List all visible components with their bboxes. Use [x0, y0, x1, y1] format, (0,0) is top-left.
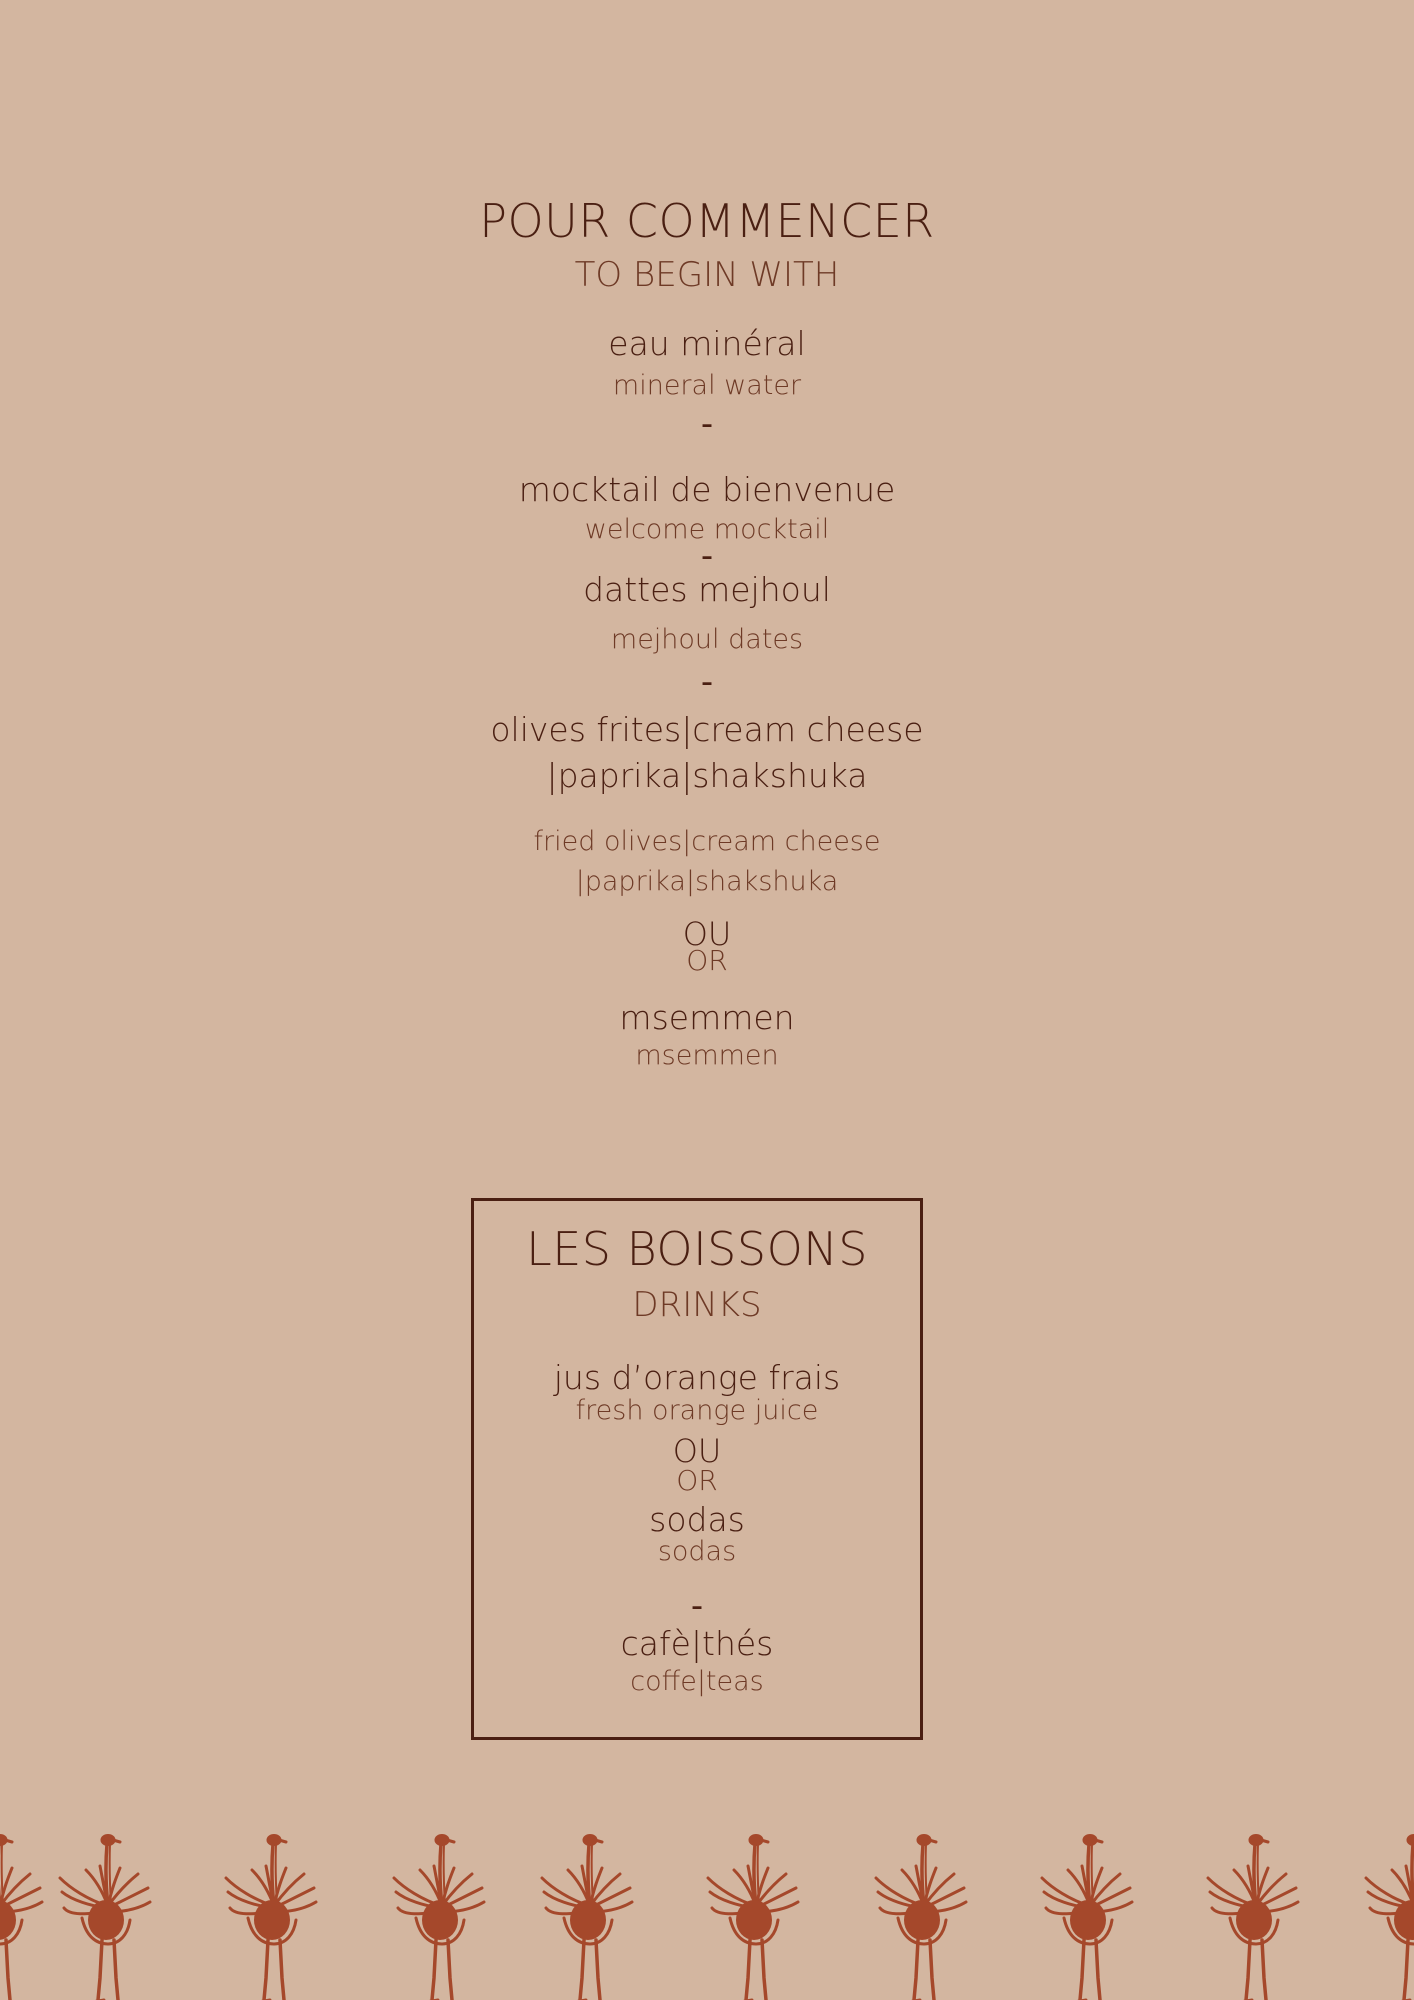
- menu-item-fr: eau minéral: [608, 324, 806, 363]
- ostrich-icon: [542, 1836, 632, 2000]
- separator-dash: -: [700, 404, 714, 444]
- section-title-les-boissons: LES BOISSONS: [526, 1222, 868, 1276]
- menu-item-en: sodas: [657, 1536, 737, 1567]
- menu-item-en: msemmen: [635, 1040, 779, 1071]
- section-subtitle-to-begin-with: TO BEGIN WITH: [574, 255, 840, 295]
- menu-item-fr: msemmen: [619, 998, 795, 1037]
- menu-item-en: fried olives|cream cheese: [533, 826, 881, 857]
- menu-item-en: coffe|teas: [630, 1666, 764, 1697]
- menu-item-en: welcome mocktail: [584, 514, 830, 545]
- ostrich-border: [0, 1820, 1414, 2000]
- menu-item-en: mejhoul dates: [610, 624, 804, 655]
- or-label-fr: OU: [682, 915, 732, 953]
- menu-item-en: mineral water: [612, 370, 802, 401]
- ostrich-icon: [0, 1836, 42, 2000]
- menu-item-fr: cafè|thés: [620, 1624, 774, 1663]
- ostrich-icon: [1208, 1836, 1298, 2000]
- ostrich-icon: [226, 1836, 316, 2000]
- ostrich-icon: [60, 1836, 150, 2000]
- menu-item-fr: olives frites|cream cheese: [490, 710, 924, 749]
- ostrich-icon: [394, 1836, 484, 2000]
- separator-dash: -: [700, 536, 714, 576]
- or-label-fr: OU: [672, 1432, 722, 1470]
- separator-dash: -: [700, 662, 714, 702]
- menu-item-fr: sodas: [649, 1500, 745, 1539]
- ostrich-icon: [1366, 1836, 1414, 2000]
- menu-item-fr: mocktail de bienvenue: [518, 470, 896, 509]
- ostrich-icon: [708, 1836, 798, 2000]
- menu-item-fr: dattes mejhoul: [583, 570, 831, 609]
- or-label-en: OR: [676, 1464, 718, 1497]
- ostrich-icon: [876, 1836, 966, 2000]
- section-title-pour-commencer: POUR COMMENCER: [479, 194, 935, 248]
- separator-dash: -: [690, 1586, 704, 1626]
- menu-item-fr: jus d’orange frais: [553, 1358, 841, 1397]
- section-subtitle-drinks: DRINKS: [632, 1285, 762, 1325]
- menu-item-en: fresh orange juice: [575, 1395, 819, 1426]
- menu-item-en: |paprika|shakshuka: [575, 866, 839, 897]
- ostrich-icon: [1042, 1836, 1132, 2000]
- or-label-en: OR: [686, 944, 728, 977]
- menu-item-fr: |paprika|shakshuka: [546, 756, 868, 795]
